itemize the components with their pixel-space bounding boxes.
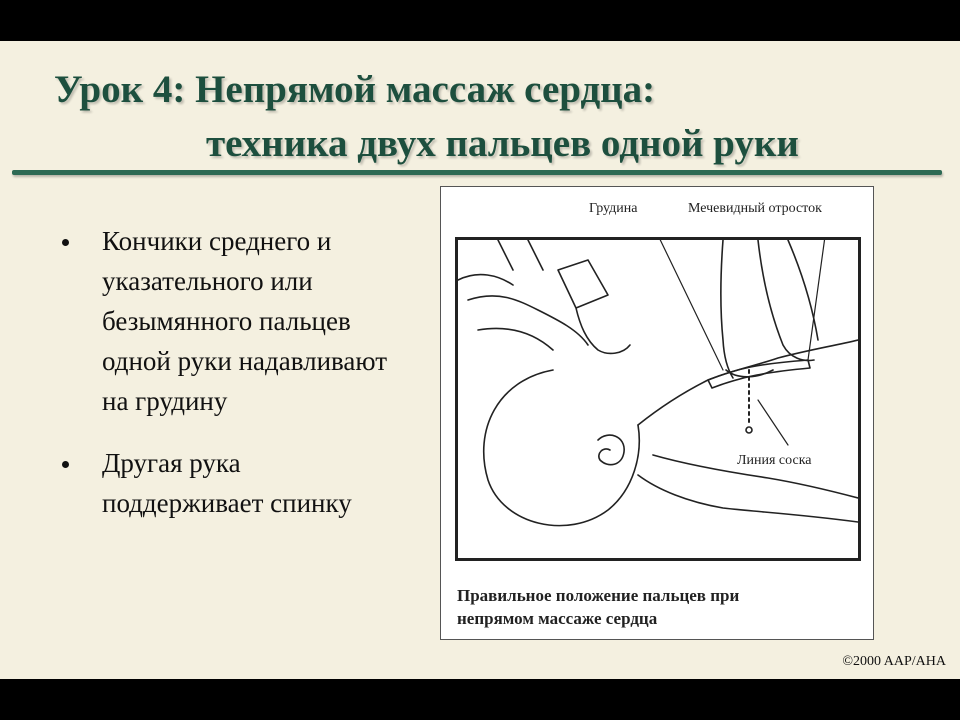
mask-bag	[558, 260, 630, 353]
label-nipple-line: Линия соска	[737, 453, 812, 468]
title-line-1: Урок 4: Непрямой массаж сердца:	[54, 68, 656, 111]
infant-ear	[598, 435, 624, 465]
pointer-sternum	[641, 240, 723, 370]
mask-tube	[498, 240, 543, 270]
title-line-2: техника двух пальцев одной руки	[206, 122, 799, 165]
bullet-dot-icon	[62, 239, 69, 246]
pointer-nipple	[758, 400, 788, 445]
supporting-hand	[458, 275, 588, 350]
bullet-dot-icon	[62, 461, 69, 468]
caption-line-2: непрямом массаже сердца	[457, 609, 658, 628]
bullet-item	[62, 443, 392, 523]
label-xiphoid: Мечевидный отросток	[688, 201, 822, 216]
bullet-list	[62, 221, 392, 545]
bullet-text: Другая рука поддерживает спинку	[102, 448, 352, 518]
title-divider	[12, 170, 942, 175]
infant-shoulder	[638, 475, 858, 522]
slide	[0, 41, 960, 679]
figure-caption	[457, 584, 739, 630]
nipple	[746, 427, 752, 433]
compressing-hand	[721, 240, 818, 378]
figure-panel	[440, 186, 874, 640]
caption-line-1: Правильное положение пальцев при	[457, 586, 740, 605]
bullet-item	[62, 221, 392, 421]
copyright-notice: ©2000 AAP/AHA	[842, 654, 946, 669]
infant-drawing	[458, 240, 858, 558]
infant-illustration	[455, 237, 861, 561]
bullet-text: Кончики среднего и указательного или безымянного пальцев одной руки надавливают на грудину	[102, 226, 388, 416]
infant-head	[484, 370, 640, 526]
pointer-xiphoid	[808, 240, 830, 360]
label-sternum: Грудина	[589, 201, 638, 216]
